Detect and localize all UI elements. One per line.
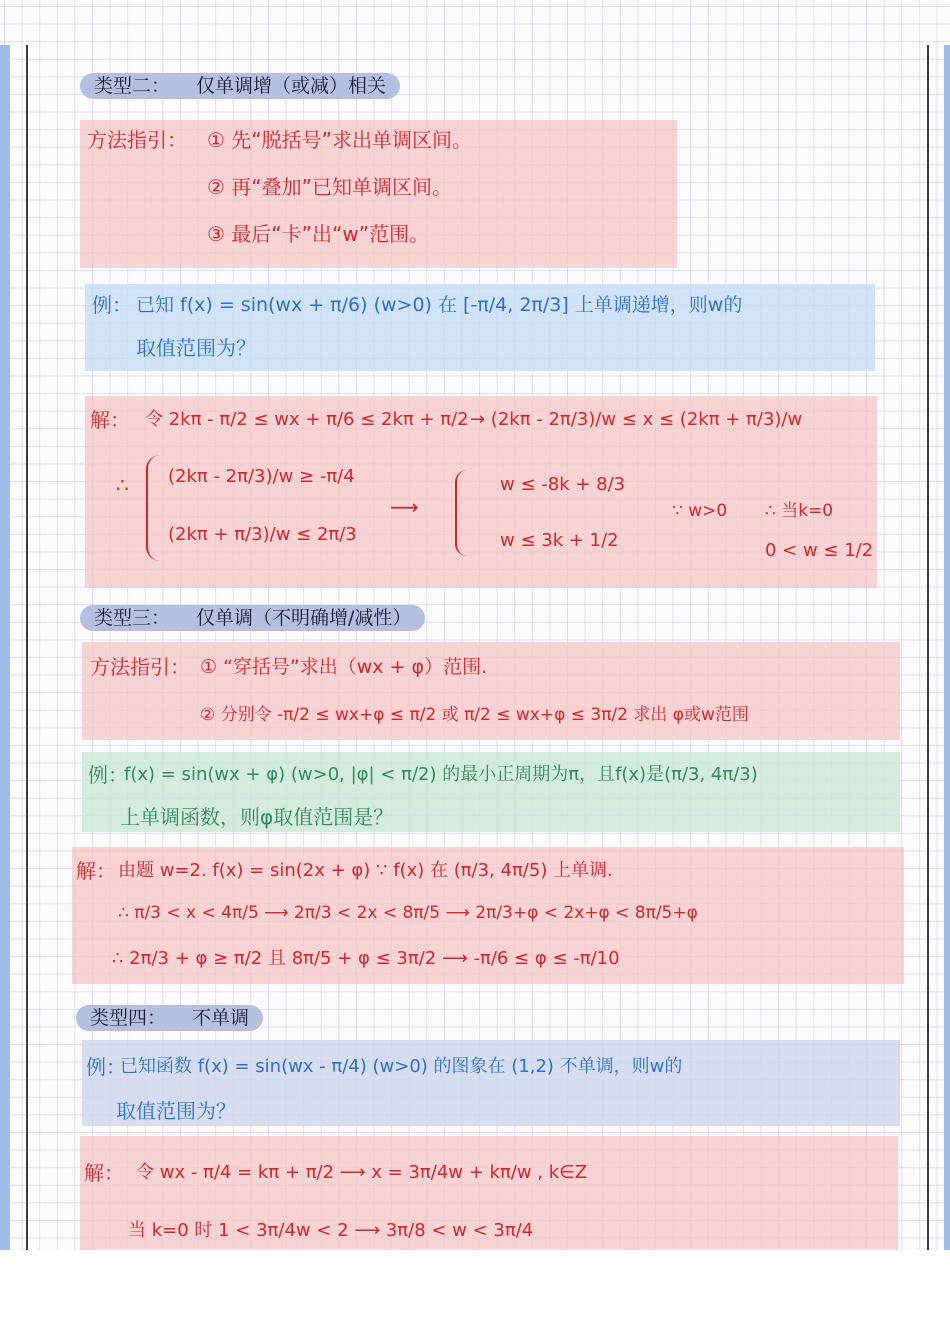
type2-therefore: ∴ xyxy=(116,473,129,497)
type3-method-label: 方法指引： xyxy=(90,655,190,679)
type3-heading-pill xyxy=(80,605,425,631)
type3-step-2: ② 分别令 -π/2 ≤ wx+φ ≤ π/2 或 π/2 ≤ wx+φ ≤ 3π/2 求出 φ或w范围 xyxy=(200,705,749,725)
type2-condition-2: ∴ 当k=0 xyxy=(765,501,834,521)
type4-solution-line1: 令 wx - π/4 = kπ + π/2 ⟶ x = 3π/4w + kπ/w , k∈Z xyxy=(136,1162,588,1183)
type4-title: 不单调 xyxy=(192,1007,250,1029)
type2-method-label: 方法指引： xyxy=(87,128,187,152)
type2-step-1: ① 先“脱括号”求出单调区间。 xyxy=(207,128,473,152)
type2-right-brace xyxy=(455,470,467,556)
type2-solution-label: 解： xyxy=(90,408,130,432)
type2-system-left-1: (2kπ - 2π/3)/w ≥ -π/4 xyxy=(168,466,355,487)
type2-heading-pill xyxy=(80,73,400,99)
type3-heading: 类型三： xyxy=(94,607,171,629)
type2-title: 仅单调增（或减）相关 xyxy=(196,75,387,97)
type2-example-line1: 已知 f(x) = sin(wx + π/6) (w>0) 在 [-π/4, 2π/3] 上单调递增，则w的 xyxy=(136,294,743,316)
type4-example-line2: 取值范围为？ xyxy=(116,1099,236,1123)
type3-solution-line2: ∴ π/3 < x < 4π/5 ⟶ 2π/3 < 2x < 8π/5 ⟶ 2π/3+φ < 2x+φ < 8π/5+φ xyxy=(118,903,698,923)
type2-system-right-1: w ≤ -8k + 8/3 xyxy=(500,474,626,495)
type3-solution-line3: ∴ 2π/3 + φ ≥ π/2 且 8π/5 + φ ≤ 3π/2 ⟶ -π/6 ≤ φ ≤ -π/10 xyxy=(112,948,620,969)
type2-step-3: ③ 最后“卡”出“w”范围。 xyxy=(207,222,430,246)
type2-solution-line1a: 令 2kπ - π/2 ≤ wx + π/6 ≤ 2kπ + π/2 xyxy=(145,409,469,430)
page-bottom-blank xyxy=(0,1250,950,1341)
page-edge-right xyxy=(944,45,950,1250)
type2-solution-line1b: → (2kπ - 2π/3)/w ≤ x ≤ (2kπ + π/3)/w xyxy=(470,409,803,430)
type3-solution-label: 解： xyxy=(76,859,116,883)
type3-solution-line1: 由题 w=2. f(x) = sin(2x + φ) ∵ f(x) 在 (π/3, 4π/5) 上单调. xyxy=(118,860,613,881)
type2-step-2: ② 再“叠加”已知单调区间。 xyxy=(207,175,453,199)
type4-solution-label: 解： xyxy=(84,1161,124,1185)
type4-heading-pill xyxy=(76,1005,263,1031)
type4-example-line1: 已知函数 f(x) = sin(wx - π/4) (w>0) 的图象在 (1,2) 不单调，则w的 xyxy=(120,1056,683,1077)
type4-solution-line2: 当 k=0 时 1 < 3π/4w < 2 ⟶ 3π/8 < w < 3π/4 xyxy=(128,1220,534,1241)
type4-example-label: 例： xyxy=(86,1055,126,1079)
type2-example-label: 例： xyxy=(92,293,132,317)
type2-system-right-2: w ≤ 3k + 1/2 xyxy=(500,530,619,551)
type3-example-line2: 上单调函数，则φ取值范围是？ xyxy=(120,805,394,829)
type3-example-label: 例： xyxy=(88,763,128,787)
type2-system-left-2: (2kπ + π/3)/w ≤ 2π/3 xyxy=(168,524,357,545)
type3-step-1: ① “穿括号”求出（wx + φ）范围. xyxy=(200,656,488,678)
margin-line-left xyxy=(26,45,28,1250)
page-edge-left xyxy=(0,45,10,1250)
type4-heading: 类型四： xyxy=(90,1007,167,1029)
type2-system-arrow: ⟶ xyxy=(390,495,419,519)
type2-example-line2: 取值范围为？ xyxy=(136,336,256,360)
type2-left-brace xyxy=(146,455,160,561)
type3-title: 仅单调（不明确增/减性） xyxy=(196,607,412,629)
type3-example-line1: f(x) = sin(wx + φ) (w>0, |φ| < π/2) 的最小正周期为π，且f(x)是(π/3, 4π/3) xyxy=(124,764,758,785)
type2-heading: 类型二： xyxy=(94,75,171,97)
margin-line-right xyxy=(927,45,929,1250)
type2-condition-1: ∵ w>0 xyxy=(672,501,728,521)
type2-result: 0 < w ≤ 1/2 xyxy=(765,540,874,561)
